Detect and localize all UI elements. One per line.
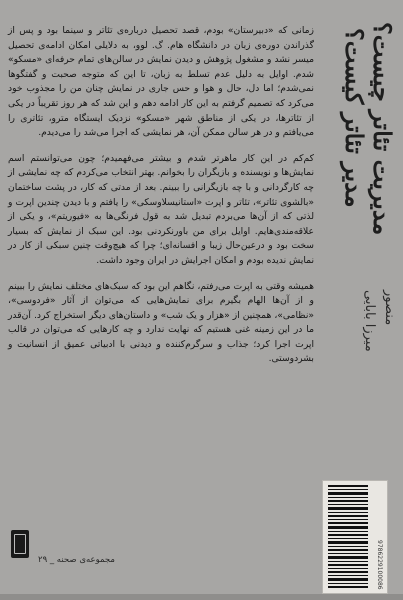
blurb-text	[8, 24, 314, 367]
book-title-line-2: مدیر تئاتر کیست؟	[340, 28, 369, 208]
bottom-edge	[0, 594, 403, 600]
blurb-paragraph-1: زمانی که «دبیرستان» بودم، قصد تحصیل درباره‌ی تئاتر و سینما بود و پس از گذراندن دوره‌ی زبان در دانشگاه هام. گ. لوو، به دلایلی امکان ادامه‌ی تحصیل میسر نشد و مشغول پژوهش و دیدن نمایش در سالن‌های تمام حرفه‌ای «مسکو» شدم. اوایل به دلیل عدم تسلط به زبان، تا این که متوجه صحبت و گفتگوها نمی‌شدم؛ اما دل، حال و هوا و حس جاری در نمایش چنان من را مجذوب خود می‌کرد که تصمیم گرفتم به این کار ادامه دهم و این شد که هر روز تقریباً در یکی از تئاترها، در یکی از مناطق شهر «مسکو» نزدیک ایستگاه مترو، تئاتری را می‌یافتم و در هر سالن ممکن آن، هر نمایشی که اجرا می‌شد را می‌دیدم.	[8, 25, 314, 139]
isbn-barcode	[322, 480, 388, 594]
title-author-block	[321, 22, 399, 462]
author-first-name: منصور	[382, 290, 397, 326]
book-title-line-1: مدیریت تئاتر چیست؟	[368, 22, 397, 236]
isbn-number: 9786229100086	[376, 540, 383, 590]
blurb-paragraph-2: کم‌کم در این کار ماهرتر شدم و بیشتر می‌فهمیدم؛ چون می‌توانستم اسم نمایش‌ها و نویسنده و بازیگران را بخوانم. بهتر انتخاب می‌کردم که چه نمایشی از چه کارگردانی و با چه بازیگرانی را ببینم. بعد از مدتی که کار، در پشت ساختمان «بالشوی تئاتر»، تئاتر و اپرت «استانیسلاوسکی» را یافتم و با دیدن چندین اپرت و لذتی که از آن‌ها می‌بردم تبدیل شد به قول فرنگی‌ها به «فیوریتم»، و یکی از علاقه‌مندی‌هایم. اوایل برای من باورنکردنی بود. این سبک از نمایش که بسیار سخت بود و درعین‌حال زیبا و افسانه‌ای؛ چرا که هیچ‌وقت چنین سبکی از کار در نمایش ندیده بودم و امکان اجرایش در ایران وجود داشت.	[8, 152, 314, 266]
series-label: مجموعه‌ی صحنه _ ۲۹	[38, 555, 115, 565]
blurb-paragraph-3: همیشه وقتی به اپرت می‌رفتم، نگاهم این بود که سبک‌های مختلف نمایش را ببینم و از آن‌ها الهام بگیرم برای نمایش‌هایی که می‌توان از آثار «فردوسی»، «نظامی»، همچنین از «هزار و یک شب» و داستان‌های دیگر استخراج کرد. آن‌قدر ما در این زمینه غنی هستیم که نهایت ندارد و چه کارهایی که می‌توان در قالب اپرت اجرا کرد؛ جذاب و سرگرم‌کننده و دیدنی با ادبیاتی عمیق از انسانیت و بشردوستی.	[8, 280, 314, 365]
publisher-logo-icon	[11, 530, 29, 558]
author-last-name: میرزا بابایی	[362, 290, 377, 352]
